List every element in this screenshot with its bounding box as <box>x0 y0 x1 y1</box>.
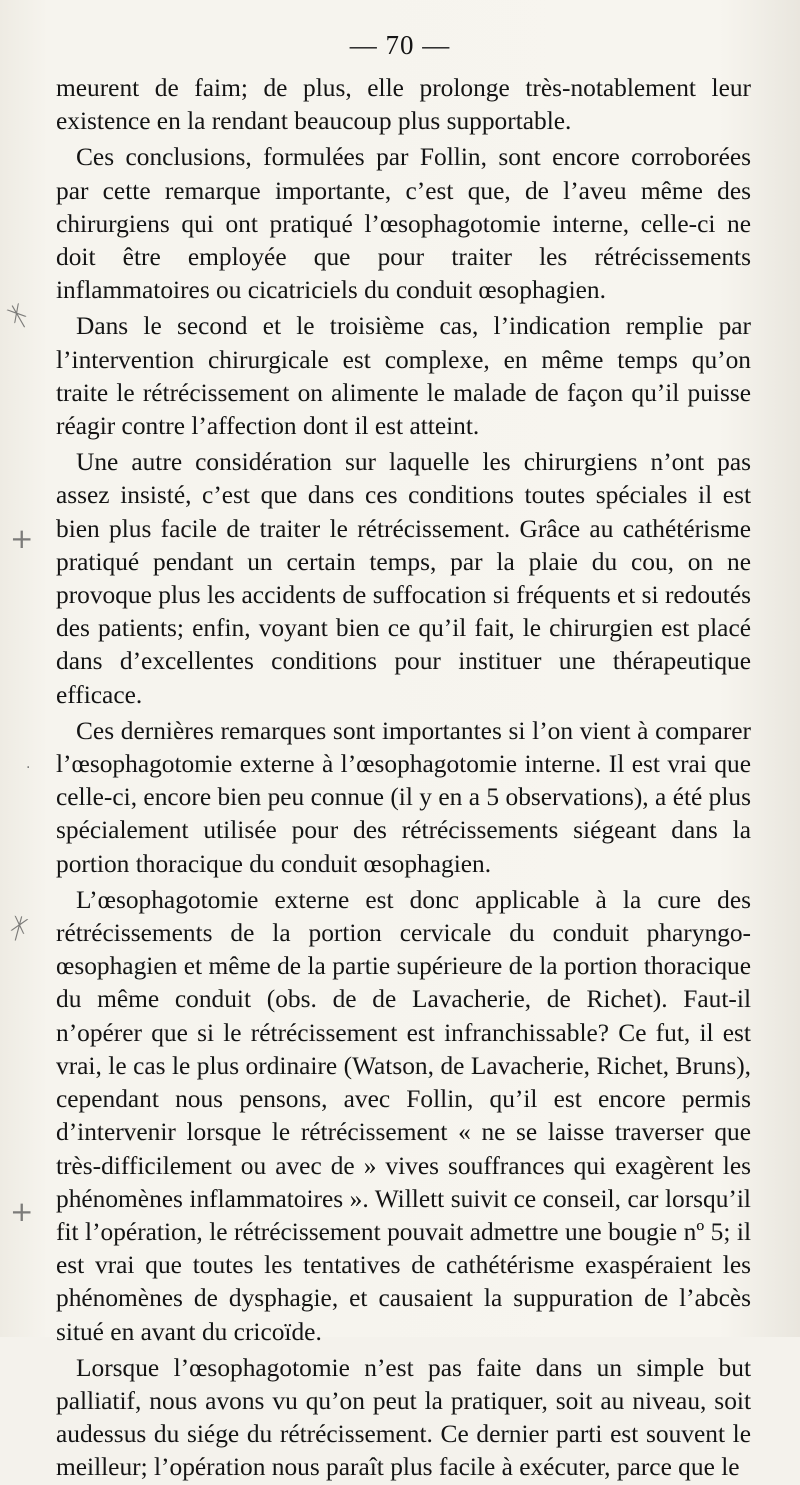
margin-pencil-mark: + <box>10 522 34 555</box>
paragraph: L’œsophagotomie externe est donc applicable à la cure des rétrécissements de la portion cervicale du conduit pharyngo-œsophagien et même de la partie supérieure de la portion thoracique du même conduit (obs. de de Lavacherie, de Richet). Faut-il n’opérer que si le rétrécissement est infranchissable? Ce fut, il est vrai, le cas le plus ordinaire (Watson, de Lavacherie, Richet, Bruns), cependant nous pensons, avec Follin, qu’il est encore permis d’intervenir lorsque le rétrécissement « ne se laisse traverser que très-difficilement ou avec de » vives souffrances qui exagèrent les phénomènes inflammatoires ». Willett suivit ce conseil, car lorsqu’il fit l’opération, le rétrécissement pouvait admettre une bougie nº 5; il est vrai que toutes les tentatives de cathétérisme exaspéraient les phénomènes de dysphagie, et causaient la suppuration de l’abcès situé en avant du cricoïde. <box>56 885 751 1346</box>
paragraph: Une autre considération sur laquelle les chirurgiens n’ont pas assez insisté, c’est que dans ces conditions toutes spéciales il est bien plus facile de traiter le rétrécissement. Grâce au cathétérisme pratiqué pendant un certain temps, par la plaie du cou, on ne provoque plus les accidents de suffocation si fréquents et si redoutés des patients; enfin, voyant bien ce qu’il fait, le chirurgien est placé dans d’excellentes conditions pour instituer une thérapeutique efficace. <box>56 448 751 709</box>
paragraph: meurent de faim; de plus, elle prolonge très-notablement leur existence en la rendant beaucoup plus supportable. <box>56 74 751 136</box>
paragraph: Ces dernières remarques sont importantes si l’on vient à comparer l’œsophagotomie externe à l’œsophagotomie interne. Il est vrai que celle-ci, encore bien peu connue (il y en a 5 observations), a été plus spécialement utilisée pour des rétrécissements siégeant dans la portion thoracique du conduit œsophagien. <box>56 716 751 878</box>
margin-speck: · <box>26 760 31 776</box>
paragraph: Ces conclusions, formulées par Follin, sont encore corroborées par cette remarque importante, c’est que, de l’aveu même des chirurgiens qui ont pratiqué l’œsophagotomie interne, celle-ci ne doit être employée que pour traiter les rétrécissements inflammatoires ou cicatriciels du conduit œsophagien. <box>56 143 751 305</box>
margin-pencil-mark: ᛡ <box>2 298 34 335</box>
margin-pencil-mark: + <box>10 1195 34 1228</box>
page-number: — 70 — <box>349 30 451 60</box>
body-text <box>56 72 751 1485</box>
paragraph: Lorsque l’œsophagotomie n’est pas faite dans un simple but palliatif, nous avons vu qu’on peut la pratiquer, soit au niveau, soit audessus du siége du rétrécissement. Ce dernier parti est souvent le meilleur; l’opération nous paraît plus facile à exécuter, parce que le <box>56 1353 751 1482</box>
margin-pencil-mark: ᛡ <box>6 910 31 947</box>
paragraph: Dans le second et le troisième cas, l’indication remplie par l’intervention chirurgicale est complexe, en même temps qu’on traite le rétrécissement on alimente le malade de façon qu’il puisse réagir contre l’affection dont il est atteint. <box>56 312 751 441</box>
